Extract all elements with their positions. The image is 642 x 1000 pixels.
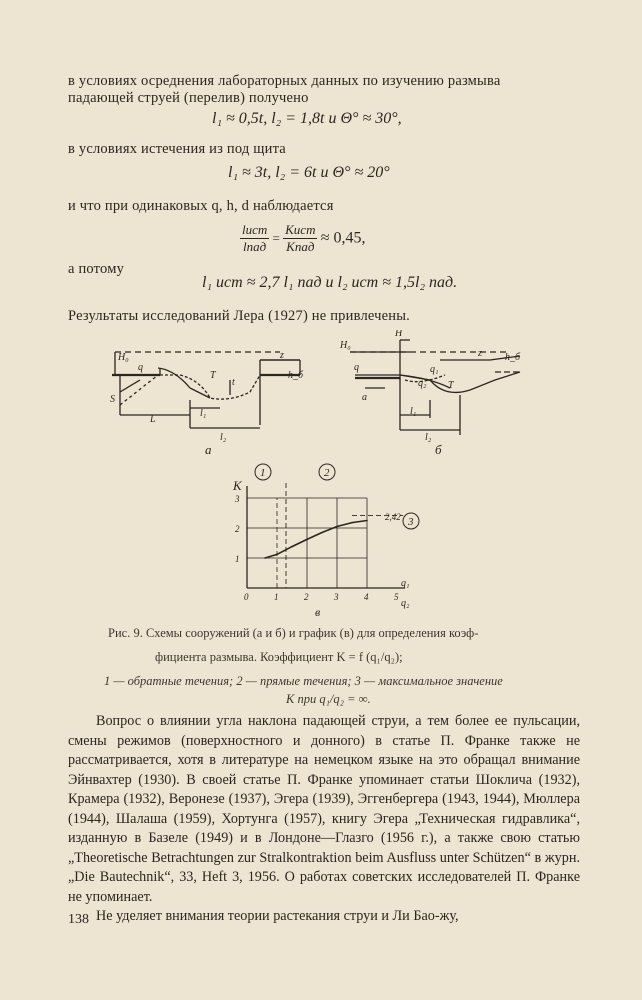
graph-point — [276, 554, 278, 556]
label-b: l₁ — [410, 406, 417, 417]
formula-4: l₁ ист ≈ 2,7 l₁ пад и l₂ ист ≈ 1,5l₂ пад. — [202, 274, 458, 291]
graph-point — [264, 557, 266, 559]
label-b: h_б — [505, 352, 521, 363]
caption-line: Рис. 9. Схемы сооружений (а и б) и график (в) для определения коэф- — [108, 626, 479, 640]
label-a: q — [138, 362, 143, 373]
label-a: z — [280, 350, 284, 361]
graph-point-label: 2,42 — [385, 512, 401, 522]
label-b: a — [362, 392, 367, 403]
fraction-num: lист — [242, 222, 268, 237]
graph-circle-label: 1 — [260, 467, 266, 479]
label-a: L — [150, 414, 156, 425]
label-b: H₀ — [340, 340, 351, 351]
fraction-den: lпад — [243, 239, 267, 254]
graph-circle-label: 2 — [324, 467, 330, 479]
label-b: T — [448, 380, 454, 391]
text-line: в условиях истечения из под щита — [68, 141, 286, 157]
graph-point — [306, 539, 308, 541]
label-b: l₂ — [425, 432, 432, 443]
label-a: t — [232, 377, 235, 388]
label-a: h_б — [288, 370, 304, 381]
formula-2: l₁ ≈ 3t, l₂ = 6t и Θ° ≈ 20° — [228, 164, 390, 181]
graph-point — [291, 546, 293, 548]
label-a: H₀ — [118, 352, 129, 363]
x-tick-label: 4 — [364, 592, 369, 602]
caption-line: 1 — обратные течения; 2 — прямые течения; 3 — максимальное значение — [104, 674, 503, 688]
caption-line: K при q₁/q₂ = ∞. — [286, 692, 371, 706]
text-line: и что при одинаковых q, h, d наблюдается — [68, 198, 334, 214]
label-b: q₁ — [430, 364, 439, 375]
label-b: H — [395, 330, 403, 339]
formula-3: lист lпад = Kист Kпад ≈ 0,45, — [242, 222, 366, 254]
formula-1: l₁ ≈ 0,5t, l₂ = 1,8t и Θ° ≈ 30°, — [212, 110, 402, 127]
text-line: Результаты исследований Лера (1927) не привлечены. — [68, 308, 411, 324]
graph-point — [366, 520, 368, 522]
x-tick-label: 0 — [244, 592, 249, 602]
x-tick-label: 3 — [334, 592, 339, 602]
graph-x-label-den: q₂ — [401, 598, 410, 609]
x-tick-label: 1 — [274, 592, 279, 602]
page-number: 138 — [68, 912, 89, 927]
figure-graph — [225, 460, 425, 620]
graph-y-label: K — [233, 478, 242, 493]
fraction-num: Kист — [285, 222, 316, 237]
paragraph: Вопрос о влиянии угла наклона падающей струи, а тем более ее пульсации, смены режимов (поверхностного и донного) в статье П. Франке также не рассматривается, хотя в литературе на немецком языке на это обращал внимание Эйнвахтер (1930). В своей статье П. Франке упоминает статьи Шоклича (1932), Крамера (1932), Веронезе (1937), Эгера (1939), Эггенбергера (1943, 1944), Мюллера (1944), Шалаша (1959), Хортунга (1957), книгу Эгера „Техническая гидравлика“, изданную в Базеле (1949) и в Лондоне—Глазго (1956 г.), а также свою статью „Theoretische Betrachtungen zur Stralkontraktion beim Ausfluss unter Schützen“ в журн. „Die Bautechnik“, 33, Heft 3, 1956. О работах советских исследователей П. Франке не упоминает. — [68, 713, 580, 905]
figure-schemes — [100, 330, 540, 460]
y-tick-label: 2 — [235, 524, 240, 534]
y-tick-label: 3 — [235, 494, 240, 504]
graph-x-label-num: q₁ — [401, 578, 410, 589]
graph-point — [351, 522, 353, 524]
graph-point — [321, 532, 323, 534]
caption-line: фициента размыва. Коэффициент K = f (q₁/q₂); — [155, 650, 403, 664]
text-line: а потому — [68, 261, 125, 277]
label-a: l₂ — [220, 432, 227, 443]
graph-circle-label: 3 — [408, 516, 414, 528]
y-tick-label: 1 — [235, 554, 240, 564]
label-b: б — [435, 442, 442, 457]
fraction-den: Kпад — [286, 239, 315, 254]
label-a: S — [110, 394, 115, 405]
graph-series-line — [265, 521, 367, 559]
x-tick-label: 5 — [394, 592, 399, 602]
x-tick-label: 2 — [304, 592, 309, 602]
label-a: T — [210, 370, 216, 381]
text-line: падающей струей (перелив) получено — [68, 90, 309, 106]
label-b: z — [478, 348, 482, 359]
label-a: l₁ — [200, 408, 207, 419]
label-a: а — [205, 442, 212, 457]
graph-point — [336, 526, 338, 528]
text-line: в условиях осреднения лабораторных данных по изучению размыва — [68, 73, 501, 89]
label-b: q — [354, 362, 359, 373]
graph-letter: в — [315, 605, 321, 619]
paragraph: Не уделяет внимания теории растекания струи и Ли Бао-жу, — [96, 908, 459, 924]
label-b: q₂ — [418, 378, 427, 389]
formula-tail: ≈ 0,45, — [320, 229, 366, 247]
body-text — [68, 712, 580, 927]
